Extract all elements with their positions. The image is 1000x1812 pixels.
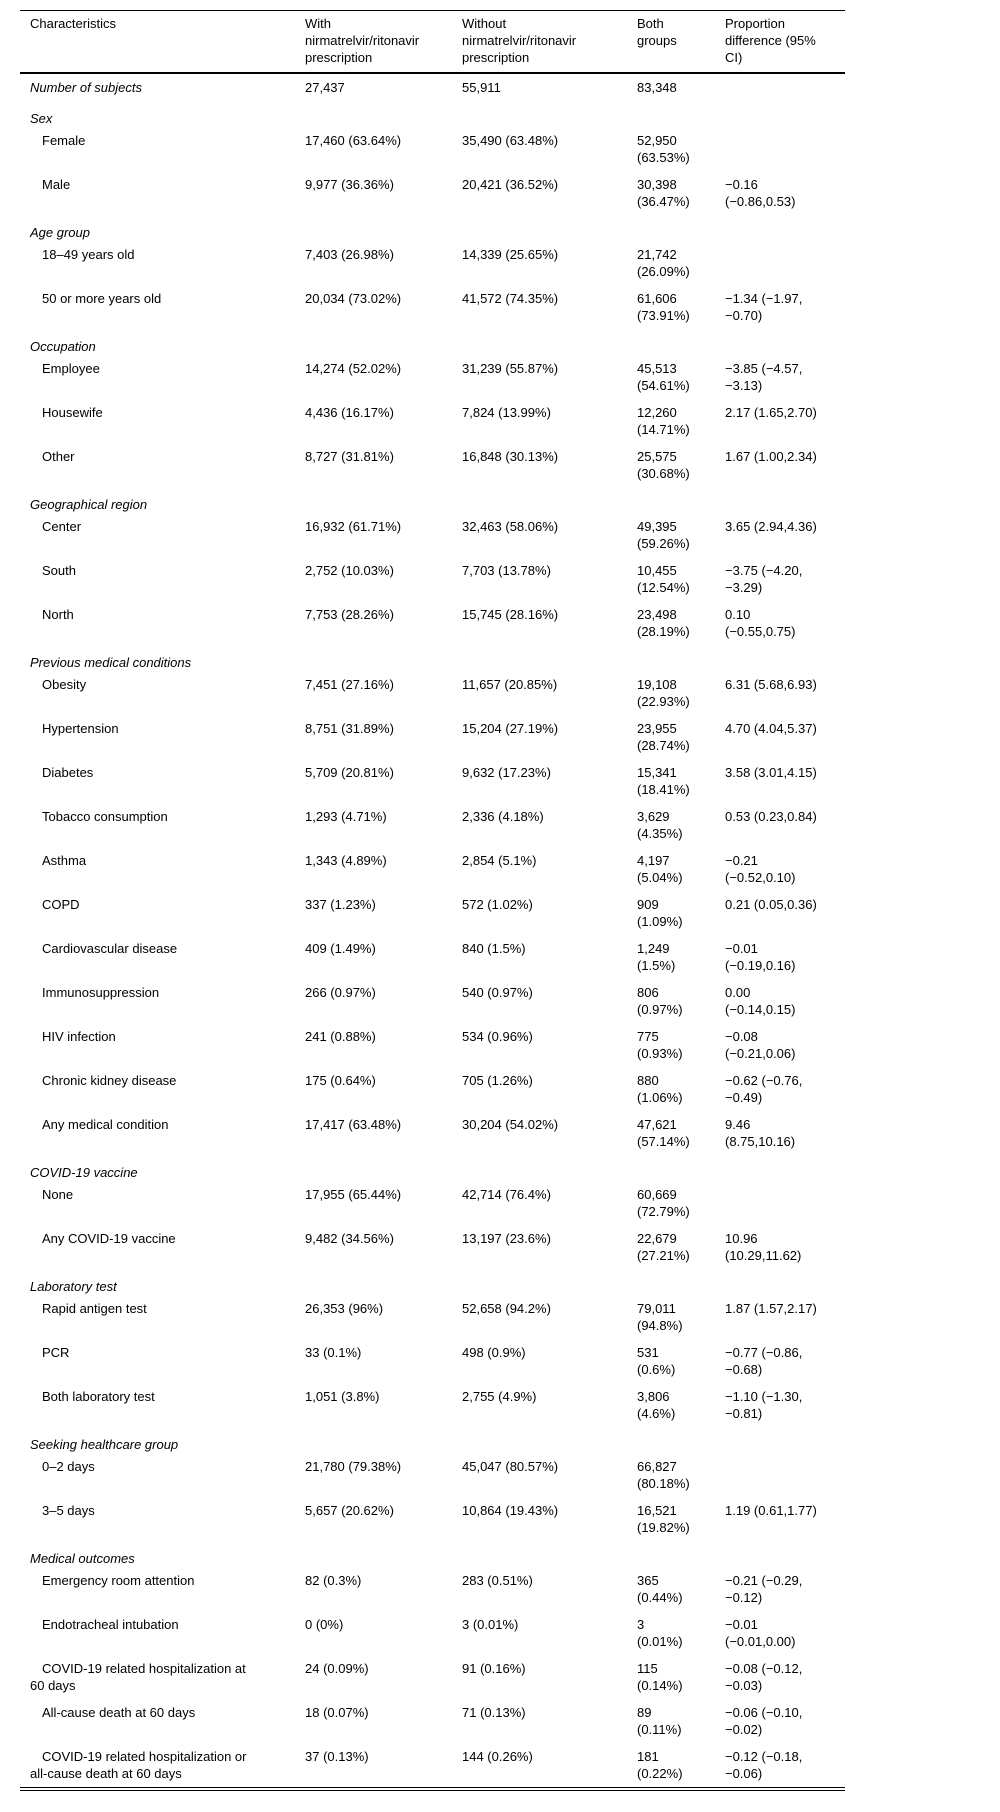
col-header-with-prescription: With nirmatrelvir/ritonavir prescription [305, 11, 462, 74]
table-row [20, 935, 845, 979]
both-groups-percent: (0.97%) [637, 1002, 683, 1017]
table-row [20, 1699, 845, 1743]
cell-proportion-difference: 9.46 (8.75,10.16) [725, 1117, 796, 1149]
cell-proportion-difference: 3.58 (3.01,4.15) [725, 765, 817, 780]
section-row [20, 215, 845, 241]
cell-with-prescription: 9,482 (34.56%) [305, 1231, 394, 1246]
both-groups-count: 806 [637, 985, 659, 1000]
cell-both-groups [637, 1339, 725, 1383]
cell-with-prescription: 17,460 (63.64%) [305, 133, 402, 148]
both-groups-percent: (72.79%) [637, 1204, 690, 1219]
table-row [20, 355, 845, 399]
cell-both-groups [637, 1567, 725, 1611]
both-groups-percent: (0.93%) [637, 1046, 683, 1061]
row-label: Center [42, 519, 82, 534]
section-row [20, 1427, 845, 1453]
cell-without-prescription: 13,197 (23.6%) [462, 1231, 551, 1246]
cell-with-prescription: 7,451 (27.16%) [305, 677, 394, 692]
section-label: COVID-19 vaccine [30, 1165, 138, 1180]
cell-with-prescription: 409 (1.49%) [305, 941, 376, 956]
both-groups-percent: (27.21%) [637, 1248, 690, 1263]
both-groups-count: 21,742 [637, 247, 677, 262]
cell-both-groups [637, 1699, 725, 1743]
row-label: Emergency room attention [42, 1573, 195, 1588]
cell-proportion-difference: 2.17 (1.65,2.70) [725, 405, 817, 420]
cell-proportion-difference: 3.65 (2.94,4.36) [725, 519, 817, 534]
cell-with-prescription: 266 (0.97%) [305, 985, 376, 1000]
table-row [20, 1611, 845, 1655]
cell-proportion-difference: 1.87 (1.57,2.17) [725, 1301, 817, 1316]
table-row [20, 127, 845, 171]
section-label: Age group [30, 225, 90, 240]
table-row [20, 1023, 845, 1067]
both-groups-count: 45,513 [637, 361, 677, 376]
row-label: PCR [42, 1345, 70, 1360]
both-groups-percent: (0.44%) [637, 1590, 683, 1605]
cell-both-groups [637, 1655, 725, 1699]
section-label: Geographical region [30, 497, 148, 512]
table-row [20, 1295, 845, 1339]
both-groups-count: 115 [637, 1661, 658, 1676]
cell-with-prescription: 16,932 (61.71%) [305, 519, 402, 534]
cell-proportion-difference: −0.06 (−0.10, −0.02) [725, 1705, 803, 1737]
section-label: Sex [30, 111, 53, 126]
cell-both-groups [637, 1225, 725, 1269]
section-row [20, 329, 845, 355]
section-label: Medical outcomes [30, 1551, 135, 1566]
table-body [20, 73, 845, 1788]
cell-proportion-difference: −0.62 (−0.76, −0.49) [725, 1073, 803, 1105]
both-groups-percent: (0.14%) [637, 1678, 683, 1693]
both-groups-percent: (4.6%) [637, 1406, 676, 1421]
both-groups-percent: (0.22%) [637, 1766, 683, 1781]
cell-proportion-difference: −0.21 (−0.52,0.10) [725, 853, 796, 885]
cell-both-groups [637, 73, 725, 101]
section-row [20, 101, 845, 127]
row-label: Both laboratory test [42, 1389, 155, 1404]
both-groups-percent: (94.8%) [637, 1318, 683, 1333]
cell-both-groups [637, 1181, 725, 1225]
section-label: Occupation [30, 339, 96, 354]
cell-both-groups [637, 557, 725, 601]
cell-without-prescription: 572 (1.02%) [462, 897, 533, 912]
row-label: Housewife [42, 405, 103, 420]
cell-without-prescription: 840 (1.5%) [462, 941, 526, 956]
table-row [20, 1655, 845, 1699]
table-row [20, 715, 845, 759]
both-groups-percent: (28.74%) [637, 738, 690, 753]
cell-with-prescription: 2,752 (10.03%) [305, 563, 394, 578]
both-groups-percent: (59.26%) [637, 536, 690, 551]
row-label: COPD [42, 897, 80, 912]
cell-proportion-difference [725, 73, 845, 101]
cell-both-groups [637, 1743, 725, 1788]
cell-without-prescription: 540 (0.97%) [462, 985, 533, 1000]
both-groups-percent: (5.04%) [637, 870, 683, 885]
cell-proportion-difference: 0.10 (−0.55,0.75) [725, 607, 796, 639]
both-groups-count: 22,679 [637, 1231, 677, 1246]
table-row [20, 979, 845, 1023]
col-header-both-groups: Both groups [637, 11, 725, 74]
cell-with-prescription: 1,293 (4.71%) [305, 809, 387, 824]
cell-both-groups [637, 443, 725, 487]
both-groups-count: 16,521 [637, 1503, 677, 1518]
row-label: Chronic kidney disease [42, 1073, 177, 1088]
cell-without-prescription: 498 (0.9%) [462, 1345, 526, 1360]
cell-with-prescription: 9,977 (36.36%) [305, 177, 394, 192]
row-label: COVID-19 related hospitalization at 60 days [30, 1661, 246, 1693]
both-groups-percent: (54.61%) [637, 378, 690, 393]
both-groups-percent: (18.41%) [637, 782, 690, 797]
both-groups-count: 89 [637, 1705, 652, 1720]
table-row [20, 1181, 845, 1225]
cell-both-groups [637, 1111, 725, 1155]
table-row [20, 1453, 845, 1497]
cell-with-prescription: 21,780 (79.38%) [305, 1459, 402, 1474]
cell-with-prescription: 20,034 (73.02%) [305, 291, 402, 306]
table-row [20, 1067, 845, 1111]
section-row [20, 1155, 845, 1181]
cell-with-prescription: 337 (1.23%) [305, 897, 376, 912]
both-groups-percent: (0.11%) [637, 1722, 682, 1737]
both-groups-count: 531 [637, 1345, 659, 1360]
both-groups-count: 181 [637, 1749, 659, 1764]
section-label: Seeking healthcare group [30, 1437, 179, 1452]
section-row [20, 1541, 845, 1567]
row-label: Male [42, 177, 71, 192]
cell-both-groups [637, 241, 725, 285]
col-header-proportion-difference: Proportion difference (95% CI) [725, 11, 845, 74]
row-label: Rapid antigen test [42, 1301, 147, 1316]
col-header-without-prescription: Without nirmatrelvir/ritonavir prescription [462, 11, 637, 74]
table-row [20, 1339, 845, 1383]
table-row [20, 285, 845, 329]
both-groups-percent: (4.35%) [637, 826, 683, 841]
cell-proportion-difference [725, 127, 845, 171]
cell-proportion-difference: −0.21 (−0.29, −0.12) [725, 1573, 803, 1605]
both-groups-count: 47,621 [637, 1117, 677, 1132]
table-row [20, 671, 845, 715]
both-groups-percent: (26.09%) [637, 264, 690, 279]
row-label: North [42, 607, 74, 622]
both-groups-count: 61,606 [637, 291, 677, 306]
cell-without-prescription: 41,572 (74.35%) [462, 291, 559, 306]
table-row [20, 1743, 845, 1788]
cell-without-prescription: 2,854 (5.1%) [462, 853, 537, 868]
cell-without-prescription: 14,339 (25.65%) [462, 247, 559, 262]
both-groups-count: 880 [637, 1073, 659, 1088]
cell-with-prescription: 175 (0.64%) [305, 1073, 376, 1088]
cell-proportion-difference: −0.08 (−0.21,0.06) [725, 1029, 796, 1061]
both-groups-percent: (57.14%) [637, 1134, 690, 1149]
cell-proportion-difference: 1.19 (0.61,1.77) [725, 1503, 817, 1518]
cell-without-prescription: 31,239 (55.87%) [462, 361, 559, 376]
row-label: Endotracheal intubation [42, 1617, 179, 1632]
cell-both-groups [637, 1453, 725, 1497]
row-label: Female [42, 133, 86, 148]
row-label: 3–5 days [42, 1503, 95, 1518]
cell-both-groups [637, 803, 725, 847]
table-row [20, 443, 845, 487]
cell-without-prescription: 52,658 (94.2%) [462, 1301, 551, 1316]
both-groups-percent: (63.53%) [637, 150, 690, 165]
cell-with-prescription: 37 (0.13%) [305, 1749, 369, 1764]
both-groups-count: 52,950 [637, 133, 677, 148]
cell-both-groups [637, 891, 725, 935]
row-label: 0–2 days [42, 1459, 95, 1474]
cell-with-prescription: 26,353 (96%) [305, 1301, 384, 1316]
cell-without-prescription: 55,911 [462, 80, 501, 95]
both-groups-percent: (1.09%) [637, 914, 683, 929]
both-groups-percent: (1.06%) [637, 1090, 683, 1105]
cell-both-groups [637, 935, 725, 979]
table-row [20, 1383, 845, 1427]
cell-both-groups [637, 601, 725, 645]
cell-proportion-difference: 6.31 (5.68,6.93) [725, 677, 817, 692]
section-row [20, 1269, 845, 1295]
cell-with-prescription: 24 (0.09%) [305, 1661, 369, 1676]
table-row [20, 1225, 845, 1269]
both-groups-count: 3 [637, 1617, 645, 1632]
row-label: 50 or more years old [42, 291, 162, 306]
row-label: Asthma [42, 853, 87, 868]
both-groups-count: 66,827 [637, 1459, 677, 1474]
row-label: Any COVID-19 vaccine [42, 1231, 176, 1246]
cell-proportion-difference: −3.75 (−4.20, −3.29) [725, 563, 803, 595]
row-label: HIV infection [42, 1029, 116, 1044]
row-label: Any medical condition [42, 1117, 169, 1132]
both-groups-percent: (73.91%) [637, 308, 690, 323]
cell-without-prescription: 15,204 (27.19%) [462, 721, 559, 736]
cell-both-groups [637, 847, 725, 891]
table-row [20, 171, 845, 215]
cell-proportion-difference: −3.85 (−4.57, −3.13) [725, 361, 803, 393]
row-label: South [42, 563, 76, 578]
section-label: Previous medical conditions [30, 655, 192, 670]
cell-proportion-difference [725, 1181, 845, 1225]
row-label: All-cause death at 60 days [42, 1705, 196, 1720]
col-header-characteristics: Characteristics [20, 11, 305, 74]
row-label: Tobacco consumption [42, 809, 168, 824]
row-label: None [42, 1187, 74, 1202]
cell-with-prescription: 18 (0.07%) [305, 1705, 369, 1720]
cell-without-prescription: 3 (0.01%) [462, 1617, 519, 1632]
both-groups-percent: (36.47%) [637, 194, 690, 209]
row-label: COVID-19 related hospitalization or all-cause death at 60 days [30, 1749, 247, 1781]
both-groups-count: 909 [637, 897, 659, 912]
cell-without-prescription: 7,824 (13.99%) [462, 405, 551, 420]
table-row [20, 241, 845, 285]
cell-both-groups [637, 513, 725, 557]
both-groups-percent: (0.01%) [637, 1634, 683, 1649]
table-row [20, 513, 845, 557]
cell-without-prescription: 2,336 (4.18%) [462, 809, 544, 824]
cell-proportion-difference: 0.21 (0.05,0.36) [725, 897, 817, 912]
cell-without-prescription: 30,204 (54.02%) [462, 1117, 559, 1132]
cell-proportion-difference: −0.01 (−0.01,0.00) [725, 1617, 796, 1649]
cell-with-prescription: 4,436 (16.17%) [305, 405, 394, 420]
cell-both-groups [637, 979, 725, 1023]
both-groups-count: 12,260 [637, 405, 677, 420]
row-label: Immunosuppression [42, 985, 160, 1000]
table-row [20, 1111, 845, 1155]
both-groups-percent: (30.68%) [637, 466, 690, 481]
row-label: Diabetes [42, 765, 94, 780]
both-groups-count: 30,398 [637, 177, 677, 192]
cell-without-prescription: 20,421 (36.52%) [462, 177, 559, 192]
cell-both-groups [637, 399, 725, 443]
row-label: Cardiovascular disease [42, 941, 178, 956]
cell-proportion-difference: −0.77 (−0.86, −0.68) [725, 1345, 803, 1377]
both-groups-percent: (28.19%) [637, 624, 690, 639]
both-groups-count: 25,575 [637, 449, 677, 464]
cell-proportion-difference: −0.12 (−0.18, −0.06) [725, 1749, 803, 1781]
cell-without-prescription: 705 (1.26%) [462, 1073, 533, 1088]
table-row [20, 1497, 845, 1541]
cell-with-prescription: 5,709 (20.81%) [305, 765, 394, 780]
section-row [20, 645, 845, 671]
cell-with-prescription: 8,751 (31.89%) [305, 721, 394, 736]
both-groups-count: 1,249 [637, 941, 670, 956]
table-row [20, 399, 845, 443]
row-label: Employee [42, 361, 100, 376]
table-row [20, 759, 845, 803]
cell-without-prescription: 283 (0.51%) [462, 1573, 533, 1588]
both-groups-percent: (1.5%) [637, 958, 676, 973]
cell-proportion-difference: 0.53 (0.23,0.84) [725, 809, 817, 824]
section-row [20, 487, 845, 513]
both-groups-percent: (80.18%) [637, 1476, 690, 1491]
both-groups-count: 23,498 [637, 607, 677, 622]
cell-proportion-difference: −0.16 (−0.86,0.53) [725, 177, 796, 209]
cell-with-prescription: 5,657 (20.62%) [305, 1503, 394, 1518]
both-groups-count: 60,669 [637, 1187, 677, 1202]
cell-proportion-difference [725, 241, 845, 285]
both-groups-count: 3,806 [637, 1389, 670, 1404]
cell-with-prescription: 241 (0.88%) [305, 1029, 376, 1044]
cell-both-groups [637, 1023, 725, 1067]
cell-with-prescription: 27,437 [305, 80, 345, 95]
cell-proportion-difference: 4.70 (4.04,5.37) [725, 721, 817, 736]
row-label: Obesity [42, 677, 87, 692]
characteristics-table [20, 10, 845, 1788]
cell-without-prescription: 9,632 (17.23%) [462, 765, 551, 780]
both-groups-count: 365 [637, 1573, 659, 1588]
cell-both-groups [637, 1067, 725, 1111]
table-header [20, 11, 845, 74]
header-row [20, 11, 845, 74]
cell-without-prescription: 534 (0.96%) [462, 1029, 533, 1044]
table-row [20, 601, 845, 645]
cell-proportion-difference: 10.96 (10.29,11.62) [725, 1231, 802, 1263]
cell-without-prescription: 2,755 (4.9%) [462, 1389, 537, 1404]
table-row [20, 557, 845, 601]
cell-without-prescription: 15,745 (28.16%) [462, 607, 559, 622]
characteristics-table-wrapper [20, 10, 845, 1791]
cell-proportion-difference [725, 1453, 845, 1497]
cell-both-groups [637, 759, 725, 803]
cell-proportion-difference: −1.10 (−1.30, −0.81) [725, 1389, 803, 1421]
cell-with-prescription: 1,051 (3.8%) [305, 1389, 380, 1404]
both-groups-percent: (12.54%) [637, 580, 690, 595]
cell-without-prescription: 16,848 (30.13%) [462, 449, 559, 464]
cell-without-prescription: 91 (0.16%) [462, 1661, 526, 1676]
both-groups-percent: (22.93%) [637, 694, 690, 709]
cell-with-prescription: 0 (0%) [305, 1617, 344, 1632]
both-groups-count: 49,395 [637, 519, 677, 534]
cell-without-prescription: 35,490 (63.48%) [462, 133, 559, 148]
both-groups-count: 775 [637, 1029, 659, 1044]
cell-with-prescription: 8,727 (31.81%) [305, 449, 394, 464]
cell-without-prescription: 144 (0.26%) [462, 1749, 533, 1764]
cell-with-prescription: 17,955 (65.44%) [305, 1187, 402, 1202]
both-groups-percent: (0.6%) [637, 1362, 676, 1377]
both-groups-count: 19,108 [637, 677, 677, 692]
cell-both-groups [637, 171, 725, 215]
cell-proportion-difference: 1.67 (1.00,2.34) [725, 449, 817, 464]
table-row [20, 73, 845, 101]
cell-both-groups [637, 1611, 725, 1655]
both-groups-count: 10,455 [637, 563, 677, 578]
cell-proportion-difference: −0.08 (−0.12, −0.03) [725, 1661, 803, 1693]
cell-with-prescription: 82 (0.3%) [305, 1573, 362, 1588]
row-label: Other [42, 449, 75, 464]
both-groups-count: 79,011 [637, 1301, 676, 1316]
cell-without-prescription: 11,657 (20.85%) [462, 677, 558, 692]
cell-with-prescription: 33 (0.1%) [305, 1345, 362, 1360]
both-groups-count: 3,629 [637, 809, 670, 824]
cell-with-prescription: 17,417 (63.48%) [305, 1117, 402, 1132]
cell-both-groups [637, 1383, 725, 1427]
cell-without-prescription: 71 (0.13%) [462, 1705, 526, 1720]
cell-without-prescription: 45,047 (80.57%) [462, 1459, 559, 1474]
cell-without-prescription: 42,714 (76.4%) [462, 1187, 551, 1202]
cell-both-groups [637, 1295, 725, 1339]
cell-both-groups [637, 1497, 725, 1541]
table-row [20, 891, 845, 935]
cell-both-groups [637, 715, 725, 759]
table-row [20, 847, 845, 891]
cell-proportion-difference: −1.34 (−1.97, −0.70) [725, 291, 803, 323]
cell-with-prescription: 1,343 (4.89%) [305, 853, 387, 868]
both-groups-count: 83,348 [637, 80, 677, 95]
both-groups-count: 4,197 [637, 853, 670, 868]
cell-both-groups [637, 355, 725, 399]
cell-with-prescription: 14,274 (52.02%) [305, 361, 402, 376]
cell-both-groups [637, 671, 725, 715]
row-label: Number of subjects [30, 80, 142, 95]
cell-without-prescription: 10,864 (19.43%) [462, 1503, 559, 1518]
both-groups-count: 23,955 [637, 721, 677, 736]
cell-without-prescription: 32,463 (58.06%) [462, 519, 559, 534]
row-label: Hypertension [42, 721, 119, 736]
both-groups-count: 15,341 [637, 765, 677, 780]
table-row [20, 803, 845, 847]
cell-with-prescription: 7,403 (26.98%) [305, 247, 394, 262]
cell-proportion-difference: −0.01 (−0.19,0.16) [725, 941, 796, 973]
both-groups-percent: (14.71%) [637, 422, 690, 437]
table-row [20, 1567, 845, 1611]
section-label: Laboratory test [30, 1279, 117, 1294]
cell-proportion-difference: 0.00 (−0.14,0.15) [725, 985, 796, 1017]
both-groups-percent: (19.82%) [637, 1520, 690, 1535]
cell-without-prescription: 7,703 (13.78%) [462, 563, 551, 578]
cell-both-groups [637, 285, 725, 329]
cell-both-groups [637, 127, 725, 171]
cell-with-prescription: 7,753 (28.26%) [305, 607, 394, 622]
row-label: 18–49 years old [42, 247, 135, 262]
